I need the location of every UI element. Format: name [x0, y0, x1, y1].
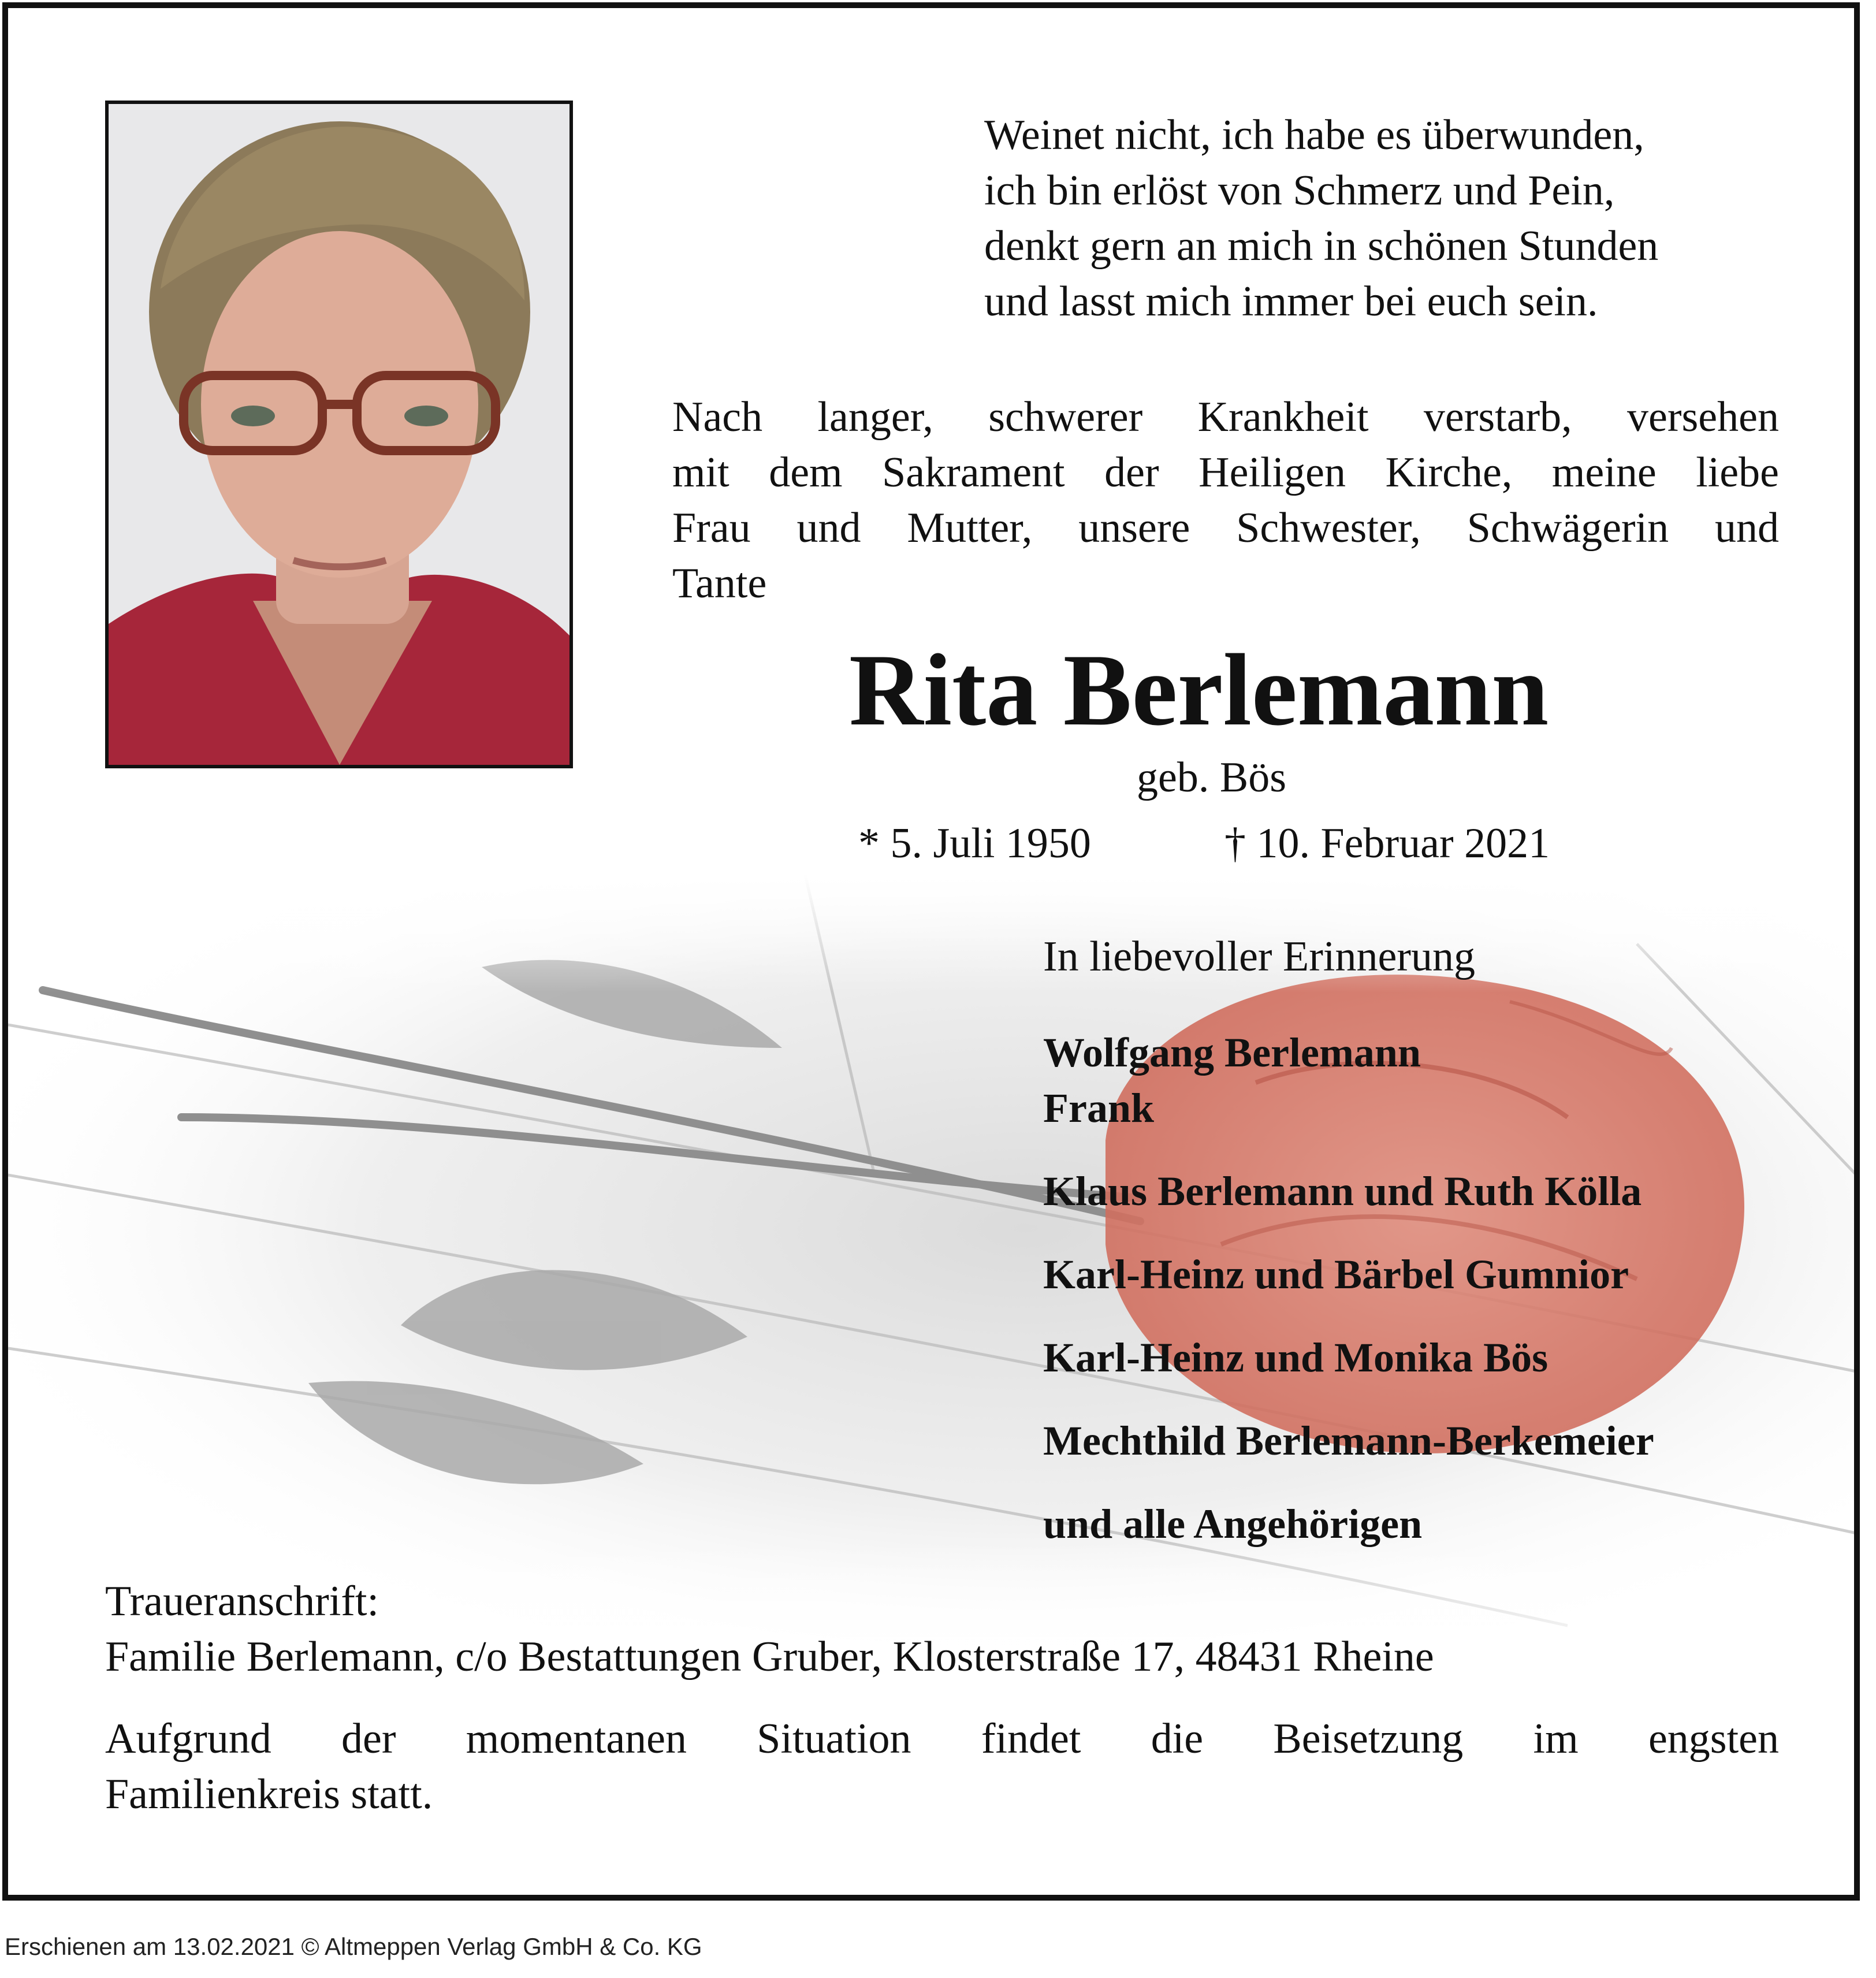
address-label: Traueranschrift:	[105, 1578, 379, 1625]
obituary-frame	[2, 2, 1860, 1901]
poem	[984, 107, 1658, 329]
address-text: Familie Berlemann, c/o Bestattungen Gruber, Klosterstraße 17, 48431 Rheine	[105, 1633, 1434, 1680]
publication-footer: Erschienen am 13.02.2021 © Altmeppen Verlag GmbH & Co. KG	[5, 1933, 702, 1960]
intro-line: Frau und Mutter, unsere Schwester, Schwägerin und	[672, 504, 1779, 552]
intro-line: mit dem Sakrament der Heiligen Kirche, meine liebe	[672, 449, 1779, 496]
maiden-name: geb. Bös	[1137, 754, 1286, 801]
memory-heading: In liebevoller Erinnerung	[1043, 933, 1475, 980]
intro-text	[672, 389, 1779, 611]
poem-line: ich bin erlöst von Schmerz und Pein,	[984, 167, 1615, 214]
birth-date: * 5. Juli 1950	[858, 820, 1091, 867]
mourner-name: Mechthild Berlemann-Berkemeier	[1043, 1418, 1654, 1464]
mourner-list	[1043, 1025, 1654, 1579]
portrait-image	[109, 104, 570, 765]
poem-line: denkt gern an mich in schönen Stunden	[984, 222, 1659, 270]
mourner-name: Klaus Berlemann und Ruth Kölla	[1043, 1168, 1642, 1214]
mourner-name: Karl-Heinz und Bärbel Gumnior	[1043, 1251, 1629, 1297]
intro-line: Nach langer, schwerer Krankheit verstarb, versehen	[672, 393, 1779, 441]
poem-line: und lasst mich immer bei euch sein.	[984, 278, 1598, 325]
mourner-name: Karl-Heinz und Monika Bös	[1043, 1334, 1549, 1381]
intro-line: Tante	[672, 560, 767, 607]
deceased-name: Rita Berlemann	[849, 633, 1549, 747]
mourner-name: Frank	[1043, 1085, 1155, 1131]
poem-line: Weinet nicht, ich habe es überwunden,	[984, 111, 1644, 159]
mourner-name: und alle Angehörigen	[1043, 1501, 1423, 1547]
notice-line: Aufgrund der momentanen Situation findet die Beisetzung im engsten	[105, 1715, 1779, 1763]
mourning-address	[105, 1574, 1434, 1685]
portrait-photo	[105, 101, 573, 768]
funeral-notice	[105, 1711, 1779, 1822]
notice-line: Familienkreis statt.	[105, 1771, 433, 1818]
mourner-name: Wolfgang Berlemann	[1043, 1029, 1421, 1076]
death-date: † 10. Februar 2021	[1224, 820, 1550, 867]
